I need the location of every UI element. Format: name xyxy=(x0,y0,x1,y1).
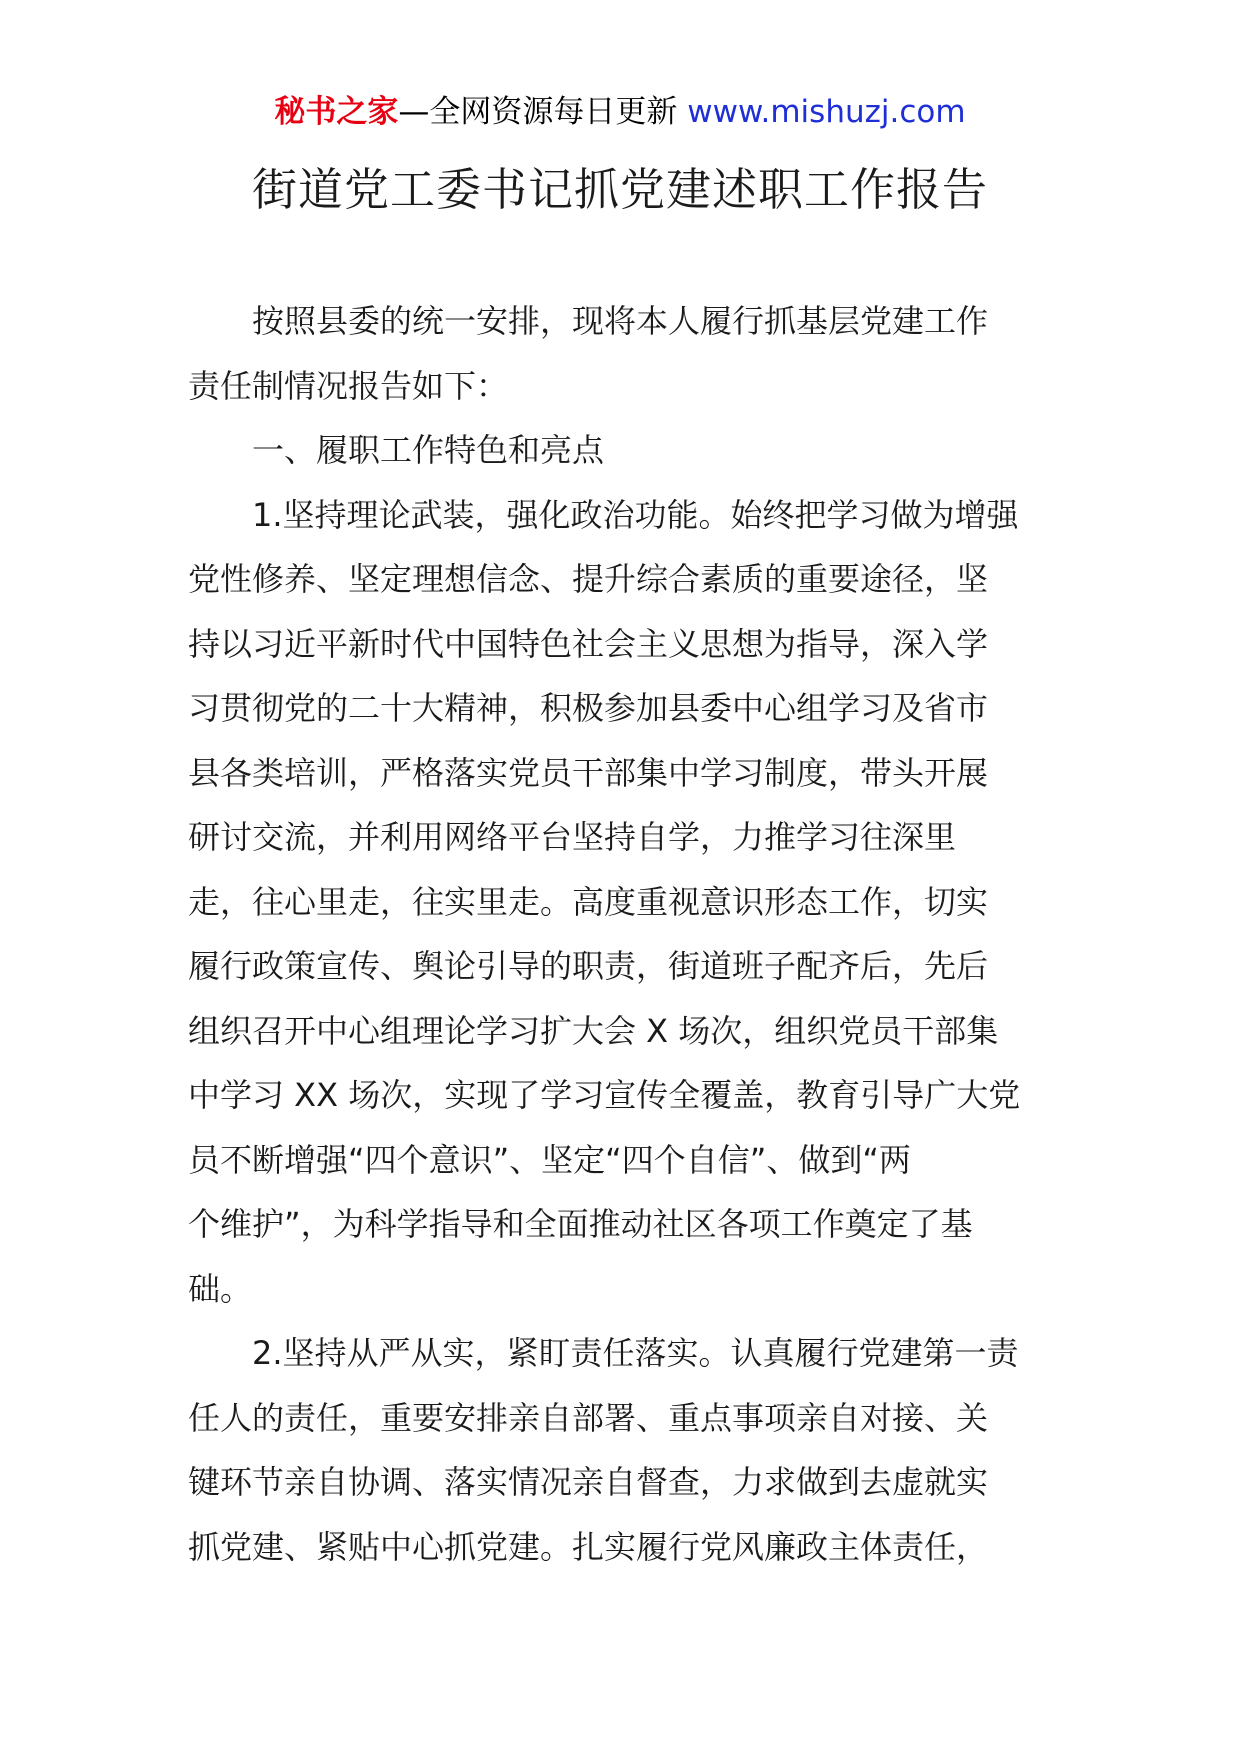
body-line: 党性修养、坚定理想信念、提升综合素质的重要途径，坚 xyxy=(188,560,989,598)
body-line: 键环节亲自协调、落实情况亲自督查，力求做到去虚就实 xyxy=(188,1463,989,1501)
body-line: 责任制情况报告如下： xyxy=(188,366,509,405)
site-banner xyxy=(0,92,1240,132)
banner-tagline: —全网资源每日更新 xyxy=(398,94,688,130)
body-line: 2.坚持从严从实，紧盯责任落实。认真履行党建第一责 xyxy=(188,1334,1019,1372)
body-line: 习贯彻党的二十大精神，积极参加县委中心组学习及省市 xyxy=(188,689,989,727)
body-line: 1.坚持理论武装，强化政治功能。始终把学习做为增强 xyxy=(188,495,1019,534)
body-line: 任人的责任，重要安排亲自部署、重点事项亲自对接、关 xyxy=(188,1398,989,1437)
body-line: 走，往心里走，往实里走。高度重视意识形态工作，切实 xyxy=(188,882,989,921)
body-line: 个维护”，为科学指导和全面推动社区各项工作奠定了基 xyxy=(188,1205,973,1243)
document-body xyxy=(188,289,1058,1579)
body-line: 员不断增强“四个意识”、坚定“四个自信”、做到“两 xyxy=(188,1140,911,1179)
body-line: 县各类培训，严格落实党员干部集中学习制度，带头开展 xyxy=(188,753,989,792)
body-line: 组织召开中心组理论学习扩大会 X 场次，组织党员干部集 xyxy=(188,1011,999,1050)
body-line: 研讨交流，并利用网络平台坚持自学，力推学习往深里 xyxy=(188,818,957,856)
body-line: 持以习近平新时代中国特色社会主义思想为指导，深入学 xyxy=(188,624,989,663)
brand-name: 秘书之家 xyxy=(274,94,399,130)
body-line: 履行政策宣传、舆论引导的职责，街道班子配齐后，先后 xyxy=(188,947,989,985)
section-heading: 一、履职工作特色和亮点 xyxy=(188,431,605,469)
body-line: 按照县委的统一安排，现将本人履行抓基层党建工作 xyxy=(188,302,989,340)
site-url-link[interactable]: www.mishuzj.com xyxy=(687,94,966,130)
body-line: 抓党建、紧贴中心抓党建。扎实履行党风廉政主体责任， xyxy=(188,1527,989,1566)
body-line: 础。 xyxy=(188,1269,253,1308)
document-title: 街道党工委书记抓党建述职工作报告 xyxy=(251,163,988,216)
body-line: 中学习 XX 场次，实现了学习宣传全覆盖，教育引导广大党 xyxy=(188,1076,1021,1114)
